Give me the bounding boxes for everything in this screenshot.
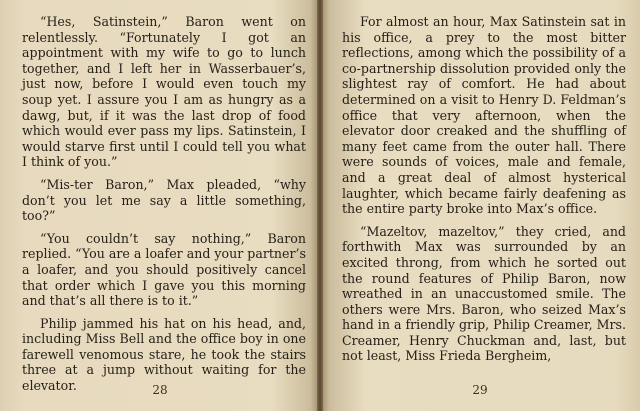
left-paragraph-2: “Mis-ter Baron,” Max pleaded, “why don’t you let me say a little something, too?” bbox=[22, 176, 306, 224]
left-paragraph-3: “You couldn’t say nothing,” Baron replied. “You are a loafer and your partner’s a loafer, and you should positively cancel that order which I gave you this morning and that’s all there is to it.” bbox=[22, 230, 306, 309]
book-gutter bbox=[317, 0, 323, 411]
right-paragraph-1: For almost an hour, Max Satinstein sat in his office, a prey to the most bitter reflections, among which the possibility of a co-partnership dissolution provided only the slightest ray of comfort. He had about determined on a visit to Henry D. Feldman’s office that very afternoon, when the elevator door creaked and the shuffling of many feet came from the outer hall. There were sounds of voices, male and female, and a great deal of almost hysterical laughter, which became fairly deafening as the entire party broke into Max’s office. bbox=[342, 14, 626, 217]
left-paragraph-1: “Hes, Satinstein,” Baron went on relentlessly. “Fortunately I got an appointment with my wife to go to lunch together, and I left her in Wasserbauer’s, just now, before I would even touch my soup yet. I assure you I am as hungry as a dawg, but, if it was the last drop of food which would ever pass my lips. Satinstein, I would starve first until I could tell you what I think of you.” bbox=[22, 14, 306, 170]
left-page-number: 28 bbox=[152, 383, 168, 398]
right-paragraph-2: “Mazeltov, mazeltov,” they cried, and forthwith Max was surrounded by an excited throng, from which he sorted out the round features of Philip Baron, now wreathed in an unaccustomed smile. The others were Mrs. Baron, who seized Max’s hand in a friendly grip, Philip Creamer, Mrs. Creamer, Henry Chuckman and, last, but not least, Miss Frieda Bergheim, bbox=[342, 223, 626, 364]
left-paragraph-4: Philip jammed his hat on his head, and, including Miss Bell and the office boy in one farewell venomous stare, he took the stairs three at a jump without waiting for the elevator. bbox=[22, 315, 306, 394]
right-page-number: 29 bbox=[472, 383, 488, 398]
right-page bbox=[320, 0, 640, 411]
